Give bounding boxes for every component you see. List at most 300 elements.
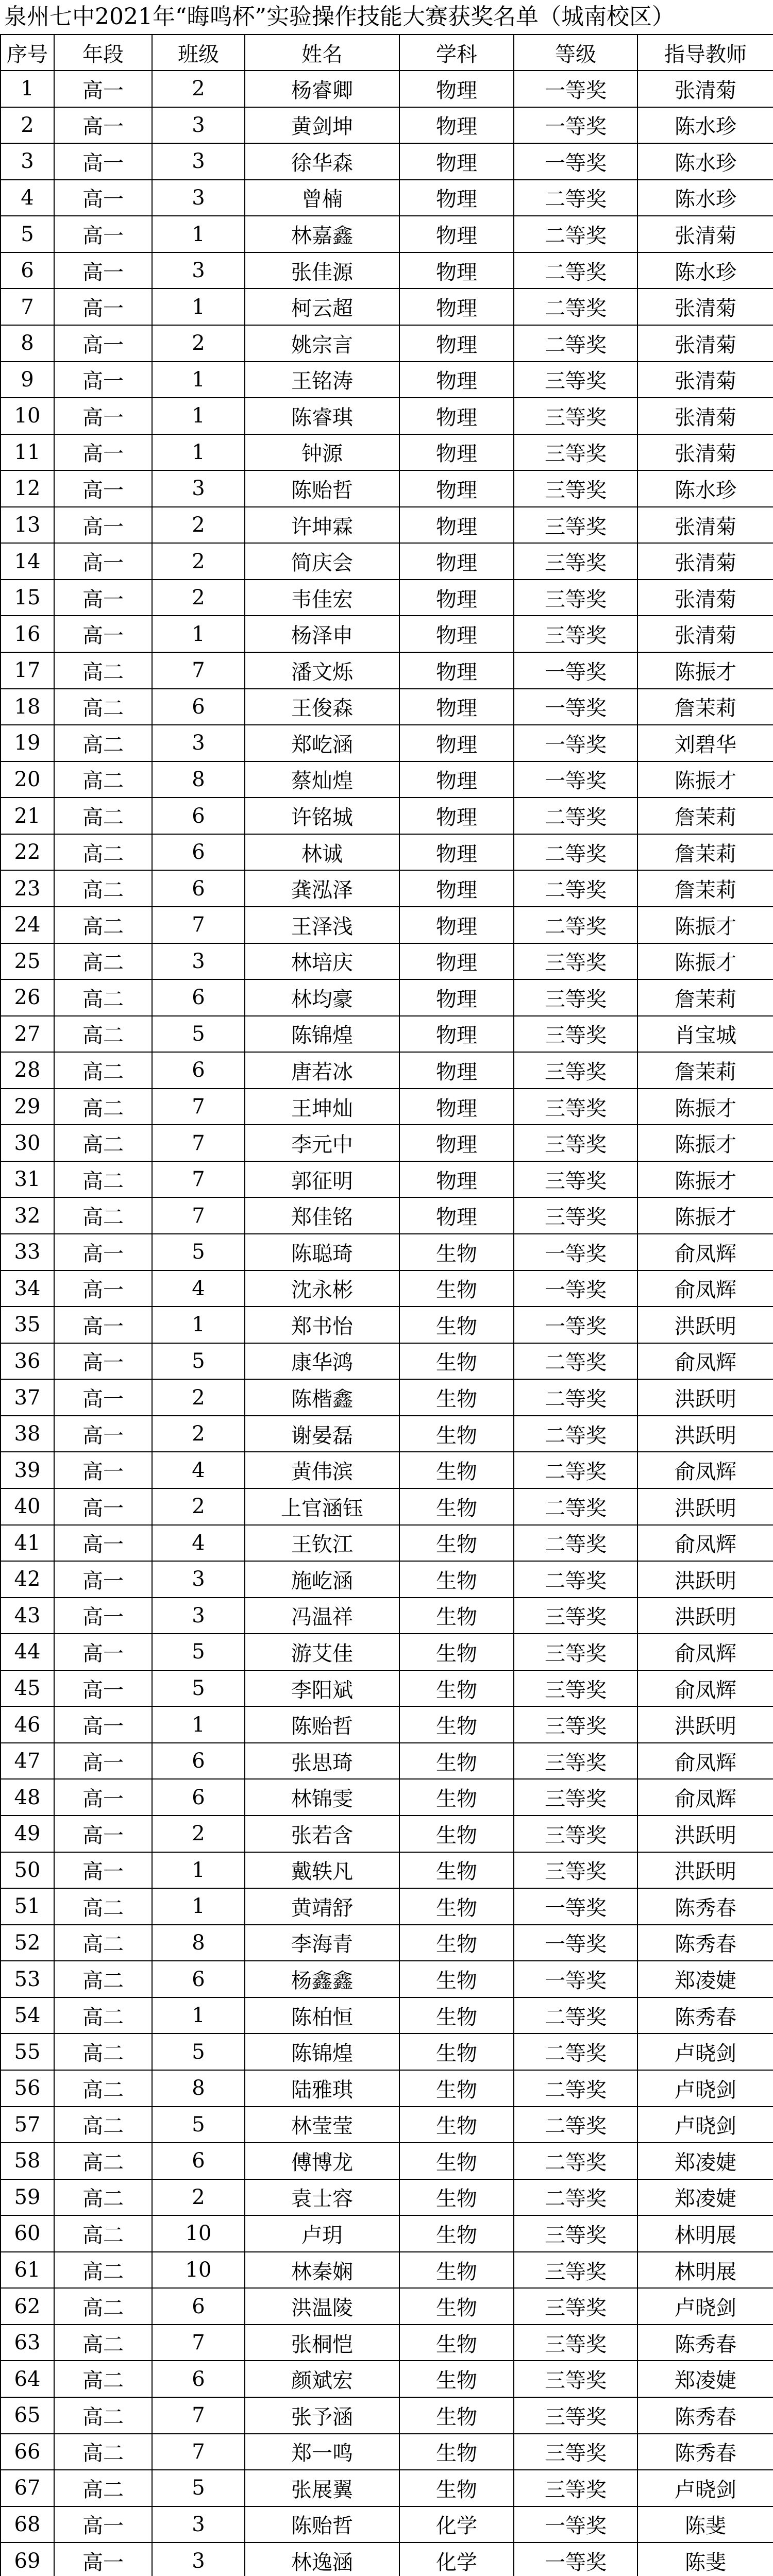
cell-subject: 生物 <box>399 2434 514 2470</box>
cell-grade: 高一 <box>54 616 152 652</box>
table-row <box>1 979 773 1016</box>
cell-subject: 生物 <box>399 1925 514 1961</box>
cell-name: 沈永彬 <box>245 1270 399 1307</box>
cell-teacher: 陈秀春 <box>637 2397 773 2434</box>
header-level: 等级 <box>514 35 637 71</box>
cell-index: 9 <box>1 362 54 398</box>
cell-teacher: 陈振才 <box>637 1161 773 1198</box>
cell-index: 64 <box>1 2361 54 2397</box>
table-row <box>1 107 773 144</box>
cell-teacher: 俞凤辉 <box>637 1525 773 1562</box>
cell-teacher: 张清菊 <box>637 325 773 362</box>
cell-teacher: 陈振才 <box>637 943 773 980</box>
cell-class: 3 <box>152 470 245 507</box>
table-row <box>1 1852 773 1889</box>
cell-index: 38 <box>1 1416 54 1452</box>
table-row <box>1 2361 773 2397</box>
cell-teacher: 洪跃明 <box>637 1561 773 1598</box>
cell-subject: 生物 <box>399 1706 514 1743</box>
cell-index: 34 <box>1 1270 54 1307</box>
cell-level: 二等奖 <box>514 216 637 252</box>
cell-level: 三等奖 <box>514 2325 637 2361</box>
cell-subject: 生物 <box>399 2252 514 2289</box>
table-row <box>1 362 773 398</box>
cell-level: 一等奖 <box>514 143 637 180</box>
header-grade: 年段 <box>54 35 152 71</box>
cell-name: 陈贻哲 <box>245 470 399 507</box>
cell-class: 7 <box>152 907 245 943</box>
cell-name: 陈贻哲 <box>245 2506 399 2543</box>
cell-name: 施屹涵 <box>245 1561 399 1598</box>
cell-subject: 生物 <box>399 2143 514 2179</box>
cell-name: 钟源 <box>245 434 399 471</box>
cell-subject: 生物 <box>399 1379 514 1416</box>
cell-name: 林秦娴 <box>245 2252 399 2289</box>
cell-grade: 高一 <box>54 434 152 471</box>
table-row <box>1 1779 773 1816</box>
cell-level: 一等奖 <box>514 689 637 725</box>
cell-level: 一等奖 <box>514 1270 637 1307</box>
table-row <box>1 689 773 725</box>
cell-index: 54 <box>1 1997 54 2034</box>
cell-class: 6 <box>152 834 245 871</box>
cell-grade: 高一 <box>54 1234 152 1270</box>
cell-index: 36 <box>1 1343 54 1380</box>
cell-class: 1 <box>152 1888 245 1925</box>
table-row <box>1 2288 773 2325</box>
cell-name: 戴轶凡 <box>245 1852 399 1889</box>
cell-teacher: 洪跃明 <box>637 1307 773 1343</box>
cell-name: 李海青 <box>245 1925 399 1961</box>
cell-class: 3 <box>152 143 245 180</box>
cell-teacher: 陈振才 <box>637 1125 773 1161</box>
cell-level: 三等奖 <box>514 507 637 544</box>
cell-class: 7 <box>152 1161 245 1198</box>
cell-class: 6 <box>152 2143 245 2179</box>
cell-level: 三等奖 <box>514 362 637 398</box>
cell-level: 一等奖 <box>514 1925 637 1961</box>
cell-name: 康华鸿 <box>245 1343 399 1380</box>
cell-name: 唐若冰 <box>245 1052 399 1089</box>
cell-teacher: 洪跃明 <box>637 1598 773 1634</box>
table-row <box>1 543 773 580</box>
cell-level: 一等奖 <box>514 2543 637 2576</box>
cell-level: 三等奖 <box>514 1125 637 1161</box>
cell-class: 2 <box>152 543 245 580</box>
cell-grade: 高二 <box>54 2288 152 2325</box>
cell-subject: 生物 <box>399 2107 514 2143</box>
cell-subject: 生物 <box>399 2033 514 2070</box>
cell-grade: 高一 <box>54 470 152 507</box>
cell-class: 1 <box>152 216 245 252</box>
cell-teacher: 陈秀春 <box>637 2325 773 2361</box>
cell-index: 4 <box>1 180 54 216</box>
cell-name: 郑一鸣 <box>245 2434 399 2470</box>
cell-grade: 高二 <box>54 1925 152 1961</box>
cell-index: 55 <box>1 2033 54 2070</box>
cell-name: 王俊森 <box>245 689 399 725</box>
cell-level: 三等奖 <box>514 543 637 580</box>
cell-teacher: 詹茉莉 <box>637 870 773 907</box>
cell-class: 7 <box>152 1197 245 1234</box>
cell-grade: 高一 <box>54 143 152 180</box>
cell-subject: 生物 <box>399 1307 514 1343</box>
cell-name: 颜斌宏 <box>245 2361 399 2397</box>
cell-index: 60 <box>1 2215 54 2252</box>
cell-grade: 高一 <box>54 1816 152 1852</box>
cell-name: 林嘉鑫 <box>245 216 399 252</box>
cell-teacher: 洪跃明 <box>637 1816 773 1852</box>
cell-subject: 生物 <box>399 1561 514 1598</box>
table-row <box>1 1961 773 1997</box>
cell-index: 10 <box>1 398 54 434</box>
cell-teacher: 詹茉莉 <box>637 979 773 1016</box>
cell-index: 45 <box>1 1670 54 1707</box>
cell-index: 19 <box>1 725 54 761</box>
cell-teacher: 卢晓剑 <box>637 2107 773 2143</box>
table-row <box>1 798 773 834</box>
cell-teacher: 詹茉莉 <box>637 1052 773 1089</box>
table-row <box>1 1270 773 1307</box>
cell-name: 张思琦 <box>245 1743 399 1780</box>
cell-index: 40 <box>1 1488 54 1525</box>
cell-name: 王泽浅 <box>245 907 399 943</box>
cell-subject: 生物 <box>399 1634 514 1670</box>
cell-grade: 高二 <box>54 979 152 1016</box>
cell-subject: 生物 <box>399 2470 514 2506</box>
cell-subject: 化学 <box>399 2543 514 2576</box>
cell-index: 68 <box>1 2506 54 2543</box>
cell-grade: 高一 <box>54 543 152 580</box>
cell-class: 8 <box>152 2070 245 2107</box>
cell-level: 一等奖 <box>514 1961 637 1997</box>
cell-subject: 物理 <box>399 362 514 398</box>
cell-grade: 高二 <box>54 1161 152 1198</box>
cell-name: 郑屹涵 <box>245 725 399 761</box>
cell-index: 32 <box>1 1197 54 1234</box>
cell-grade: 高一 <box>54 1670 152 1707</box>
cell-subject: 物理 <box>399 870 514 907</box>
cell-subject: 物理 <box>399 507 514 544</box>
table-row <box>1 1888 773 1925</box>
cell-name: 冯温祥 <box>245 1598 399 1634</box>
cell-grade: 高二 <box>54 2179 152 2216</box>
cell-teacher: 陈水珍 <box>637 143 773 180</box>
cell-subject: 物理 <box>399 1052 514 1089</box>
cell-name: 曾楠 <box>245 180 399 216</box>
cell-teacher: 陈秀春 <box>637 2434 773 2470</box>
cell-subject: 物理 <box>399 652 514 689</box>
cell-subject: 物理 <box>399 216 514 252</box>
table-row <box>1 2543 773 2576</box>
cell-grade: 高二 <box>54 798 152 834</box>
cell-class: 5 <box>152 1343 245 1380</box>
cell-subject: 生物 <box>399 2397 514 2434</box>
cell-level: 二等奖 <box>514 252 637 289</box>
table-row <box>1 761 773 798</box>
cell-level: 二等奖 <box>514 2107 637 2143</box>
cell-level: 三等奖 <box>514 1089 637 1125</box>
cell-grade: 高二 <box>54 1197 152 1234</box>
cell-name: 蔡灿煌 <box>245 761 399 798</box>
cell-level: 三等奖 <box>514 1852 637 1889</box>
cell-name: 许铭城 <box>245 798 399 834</box>
cell-subject: 生物 <box>399 1416 514 1452</box>
cell-class: 3 <box>152 2543 245 2576</box>
cell-subject: 物理 <box>399 143 514 180</box>
cell-class: 2 <box>152 1816 245 1852</box>
cell-name: 黄剑坤 <box>245 107 399 144</box>
cell-class: 3 <box>152 1598 245 1634</box>
cell-index: 14 <box>1 543 54 580</box>
cell-grade: 高二 <box>54 2252 152 2289</box>
cell-level: 一等奖 <box>514 1307 637 1343</box>
cell-name: 韦佳宏 <box>245 580 399 616</box>
cell-grade: 高一 <box>54 289 152 325</box>
cell-grade: 高一 <box>54 180 152 216</box>
table-row <box>1 1525 773 1562</box>
cell-class: 6 <box>152 798 245 834</box>
cell-class: 5 <box>152 1016 245 1053</box>
table-row <box>1 2107 773 2143</box>
cell-grade: 高一 <box>54 507 152 544</box>
cell-index: 46 <box>1 1706 54 1743</box>
award-table <box>0 34 773 2576</box>
cell-level: 三等奖 <box>514 398 637 434</box>
cell-class: 4 <box>152 1270 245 1307</box>
cell-name: 龚泓泽 <box>245 870 399 907</box>
cell-index: 15 <box>1 580 54 616</box>
cell-teacher: 张清菊 <box>637 616 773 652</box>
cell-class: 6 <box>152 1743 245 1780</box>
cell-level: 二等奖 <box>514 1525 637 1562</box>
cell-level: 二等奖 <box>514 1416 637 1452</box>
cell-grade: 高二 <box>54 2143 152 2179</box>
cell-index: 2 <box>1 107 54 144</box>
cell-teacher: 张清菊 <box>637 580 773 616</box>
cell-class: 1 <box>152 1852 245 1889</box>
table-row <box>1 1997 773 2034</box>
cell-index: 51 <box>1 1888 54 1925</box>
cell-index: 29 <box>1 1089 54 1125</box>
table-row <box>1 2434 773 2470</box>
cell-class: 5 <box>152 1670 245 1707</box>
cell-class: 2 <box>152 580 245 616</box>
cell-teacher: 张清菊 <box>637 71 773 107</box>
cell-name: 林培庆 <box>245 943 399 980</box>
table-row <box>1 616 773 652</box>
cell-index: 52 <box>1 1925 54 1961</box>
cell-grade: 高一 <box>54 1270 152 1307</box>
cell-class: 4 <box>152 1525 245 1562</box>
header-name: 姓名 <box>245 35 399 71</box>
cell-teacher: 张清菊 <box>637 216 773 252</box>
cell-teacher: 陈振才 <box>637 907 773 943</box>
cell-name: 袁士容 <box>245 2179 399 2216</box>
cell-name: 杨鑫鑫 <box>245 1961 399 1997</box>
cell-teacher: 卢晓剑 <box>637 2288 773 2325</box>
cell-grade: 高一 <box>54 1706 152 1743</box>
cell-class: 3 <box>152 107 245 144</box>
cell-grade: 高二 <box>54 2325 152 2361</box>
cell-index: 21 <box>1 798 54 834</box>
table-row <box>1 1052 773 1089</box>
cell-grade: 高二 <box>54 2434 152 2470</box>
cell-teacher: 张清菊 <box>637 289 773 325</box>
cell-grade: 高一 <box>54 1634 152 1670</box>
cell-index: 20 <box>1 761 54 798</box>
cell-subject: 物理 <box>399 1016 514 1053</box>
cell-grade: 高一 <box>54 107 152 144</box>
cell-grade: 高一 <box>54 1379 152 1416</box>
cell-teacher: 俞凤辉 <box>637 1634 773 1670</box>
cell-level: 三等奖 <box>514 2252 637 2289</box>
table-row <box>1 180 773 216</box>
cell-level: 三等奖 <box>514 1598 637 1634</box>
cell-index: 25 <box>1 943 54 980</box>
cell-teacher: 刘碧华 <box>637 725 773 761</box>
cell-level: 三等奖 <box>514 1779 637 1816</box>
cell-name: 黄靖舒 <box>245 1888 399 1925</box>
cell-subject: 生物 <box>399 1743 514 1780</box>
cell-grade: 高二 <box>54 943 152 980</box>
cell-teacher: 陈水珍 <box>637 107 773 144</box>
cell-class: 10 <box>152 2252 245 2289</box>
cell-name: 张若含 <box>245 1816 399 1852</box>
cell-name: 林均豪 <box>245 979 399 1016</box>
cell-name: 徐华森 <box>245 143 399 180</box>
cell-index: 1 <box>1 71 54 107</box>
cell-class: 5 <box>152 2470 245 2506</box>
table-row <box>1 1670 773 1707</box>
cell-level: 二等奖 <box>514 834 637 871</box>
table-row <box>1 470 773 507</box>
cell-class: 6 <box>152 1779 245 1816</box>
cell-grade: 高二 <box>54 1125 152 1161</box>
cell-level: 三等奖 <box>514 943 637 980</box>
cell-grade: 高二 <box>54 907 152 943</box>
cell-teacher: 张清菊 <box>637 543 773 580</box>
table-row <box>1 143 773 180</box>
cell-level: 二等奖 <box>514 2070 637 2107</box>
table-row <box>1 2070 773 2107</box>
cell-name: 傅博龙 <box>245 2143 399 2179</box>
cell-name: 杨睿卿 <box>245 71 399 107</box>
cell-grade: 高二 <box>54 2470 152 2506</box>
cell-teacher: 洪跃明 <box>637 1852 773 1889</box>
cell-teacher: 郑凌婕 <box>637 2361 773 2397</box>
cell-class: 1 <box>152 1997 245 2034</box>
cell-teacher: 张清菊 <box>637 507 773 544</box>
cell-grade: 高二 <box>54 2361 152 2397</box>
cell-grade: 高二 <box>54 1016 152 1053</box>
cell-level: 二等奖 <box>514 798 637 834</box>
table-row <box>1 652 773 689</box>
cell-class: 1 <box>152 616 245 652</box>
cell-index: 48 <box>1 1779 54 1816</box>
cell-teacher: 洪跃明 <box>637 1379 773 1416</box>
cell-name: 陈贻哲 <box>245 1706 399 1743</box>
cell-index: 37 <box>1 1379 54 1416</box>
cell-class: 6 <box>152 1961 245 1997</box>
cell-level: 二等奖 <box>514 870 637 907</box>
cell-grade: 高一 <box>54 325 152 362</box>
cell-name: 游艾佳 <box>245 1634 399 1670</box>
cell-level: 三等奖 <box>514 1052 637 1089</box>
cell-level: 二等奖 <box>514 180 637 216</box>
cell-class: 8 <box>152 761 245 798</box>
table-row <box>1 1634 773 1670</box>
cell-name: 洪温陵 <box>245 2288 399 2325</box>
cell-name: 卢玥 <box>245 2215 399 2252</box>
cell-name: 李阳斌 <box>245 1670 399 1707</box>
cell-index: 17 <box>1 652 54 689</box>
cell-index: 3 <box>1 143 54 180</box>
cell-level: 三等奖 <box>514 1197 637 1234</box>
cell-name: 王钦江 <box>245 1525 399 1562</box>
cell-grade: 高一 <box>54 1561 152 1598</box>
cell-level: 三等奖 <box>514 1743 637 1780</box>
cell-teacher: 卢晓剑 <box>637 2070 773 2107</box>
cell-class: 7 <box>152 2397 245 2434</box>
table-row <box>1 2325 773 2361</box>
cell-grade: 高一 <box>54 216 152 252</box>
cell-index: 30 <box>1 1125 54 1161</box>
cell-level: 二等奖 <box>514 289 637 325</box>
cell-index: 69 <box>1 2543 54 2576</box>
cell-class: 6 <box>152 1052 245 1089</box>
cell-class: 7 <box>152 652 245 689</box>
cell-teacher: 俞凤辉 <box>637 1670 773 1707</box>
cell-teacher: 张清菊 <box>637 398 773 434</box>
cell-teacher: 俞凤辉 <box>637 1743 773 1780</box>
cell-grade: 高一 <box>54 1525 152 1562</box>
cell-name: 林莹莹 <box>245 2107 399 2143</box>
cell-subject: 生物 <box>399 1779 514 1816</box>
cell-index: 31 <box>1 1161 54 1198</box>
cell-level: 三等奖 <box>514 434 637 471</box>
cell-level: 二等奖 <box>514 1997 637 2034</box>
cell-teacher: 郑凌婕 <box>637 2179 773 2216</box>
cell-subject: 物理 <box>399 1125 514 1161</box>
cell-index: 12 <box>1 470 54 507</box>
header-index: 序号 <box>1 35 54 71</box>
cell-level: 三等奖 <box>514 2288 637 2325</box>
cell-level: 一等奖 <box>514 107 637 144</box>
cell-class: 3 <box>152 2506 245 2543</box>
cell-name: 张佳源 <box>245 252 399 289</box>
cell-teacher: 陈水珍 <box>637 180 773 216</box>
cell-class: 10 <box>152 2215 245 2252</box>
cell-teacher: 俞凤辉 <box>637 1452 773 1488</box>
cell-subject: 物理 <box>399 1197 514 1234</box>
cell-level: 三等奖 <box>514 470 637 507</box>
cell-subject: 生物 <box>399 1525 514 1562</box>
cell-index: 7 <box>1 289 54 325</box>
cell-name: 陆雅琪 <box>245 2070 399 2107</box>
table-row <box>1 1307 773 1343</box>
cell-level: 二等奖 <box>514 1561 637 1598</box>
table-row <box>1 1816 773 1852</box>
cell-teacher: 张清菊 <box>637 434 773 471</box>
cell-class: 5 <box>152 2107 245 2143</box>
cell-subject: 物理 <box>399 1161 514 1198</box>
table-row <box>1 434 773 471</box>
cell-level: 一等奖 <box>514 71 637 107</box>
cell-index: 6 <box>1 252 54 289</box>
cell-name: 林锦雯 <box>245 1779 399 1816</box>
table-header-row <box>1 35 773 71</box>
